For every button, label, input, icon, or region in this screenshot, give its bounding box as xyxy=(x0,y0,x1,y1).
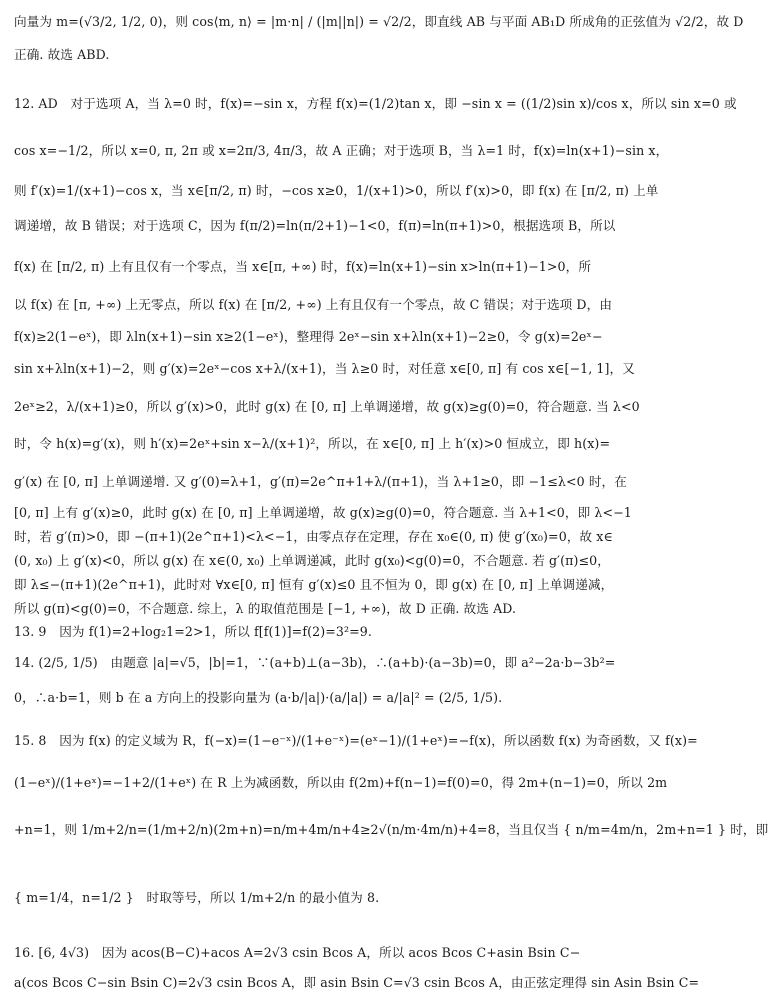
text-line: g′(x) 在 [0, π] 上单调递增. 又 g′(0)=λ+1，g′(π)=2e^π+1+λ/(π+1)，当 λ+1≥0，即 −1≤λ<0 时，在 xyxy=(14,474,627,489)
text-line: f(x)≥2(1−eˣ)，即 λln(x+1)−sin x≥2(1−eˣ)，整理得 2eˣ−sin x+λln(x+1)−2≥0，令 g(x)=2eˣ− xyxy=(14,329,603,344)
text-line: [0, π] 上有 g′(x)≥0，此时 g(x) 在 [0, π] 上单调递增，故 g(x)≥g(0)=0，符合题意. 当 λ+1<0，即 λ<−1 xyxy=(14,505,632,520)
text-line: cos x=−1/2，所以 x=0, π, 2π 或 x=2π/3, 4π/3，故 A 正确；对于选项 B，当 λ=1 时，f(x)=ln(x+1)−sin x， xyxy=(14,143,669,158)
text-line: 所以 g(π)<g(0)=0，不合题意. 综上，λ 的取值范围是 [−1, +∞)，故 D 正确. 故选 AD. xyxy=(14,601,517,616)
text-line: 则 f′(x)=1/(x+1)−cos x，当 x∈[π/2, π) 时，−cos x≥0，1/(x+1)>0，所以 f′(x)>0，即 f(x) 在 [π/2, π) 上单 xyxy=(14,183,659,198)
text-line: { m=1/4，n=1/2 } 时取等号，所以 1/m+2/n 的最小值为 8. xyxy=(14,890,380,905)
text-line: 向量为 m=(√3/2, 1/2, 0)，则 cos⟨m, n⟩ = |m·n| / (|m||n|) = √2/2，即直线 AB 与平面 AB₁D 所成角的正弦值为 √2/2，故 D xyxy=(14,14,744,29)
text-line: 时，若 g′(π)>0，即 −(π+1)(2e^π+1)<λ<−1，由零点存在定理，存在 x₀∈(0, π) 使 g′(x₀)=0，故 x∈ xyxy=(14,529,613,544)
text-line: 以 f(x) 在 [π, +∞) 上无零点，所以 f(x) 在 [π/2, +∞) 上有且仅有一个零点，故 C 错误；对于选项 D，由 xyxy=(14,297,613,312)
text-line: 14. (2/5, 1/5) 由题意 |a|=√5，|b|=1，∵(a+b)⊥(a−3b)，∴(a+b)·(a−3b)=0，即 a²−2a·b−3b²= xyxy=(14,655,616,670)
text-line: 时，令 h(x)=g′(x)，则 h′(x)=2eˣ+sin x−λ/(x+1)²，所以，在 x∈[0, π] 上 h′(x)>0 恒成立，即 h(x)= xyxy=(14,436,611,451)
text-line: a(cos Bcos C−sin Bsin C)=2√3 csin Bcos A，即 asin Bsin C=√3 csin Bcos A，由正弦定理得 sin Asin Bsin C= xyxy=(14,975,700,990)
text-line: +n=1，则 1/m+2/n=(1/m+2/n)(2m+n)=n/m+4m/n+4≥2√(n/m·4m/n)+4=8，当且仅当 { n/m=4m/n，2m+n=1 } 时，即 xyxy=(14,822,768,837)
text-line: 13. 9 因为 f(1)=2+log₂1=2>1，所以 f[f(1)]=f(2)=3²=9. xyxy=(14,624,373,639)
text-line: (0, x₀) 上 g′(x)<0，所以 g(x) 在 x∈(0, x₀) 上单调递减，此时 g(x₀)<g(0)=0，不合题意. 若 g′(π)≤0， xyxy=(14,553,610,568)
text-line: 0，∴a·b=1，则 b 在 a 方向上的投影向量为 (a·b/|a|)·(a/|a|) = a/|a|² = (2/5, 1/5). xyxy=(14,690,503,705)
text-line: sin x+λln(x+1)−2，则 g′(x)=2eˣ−cos x+λ/(x+1)，当 λ≥0 时，对任意 x∈[0, π] 有 cos x∈[−1, 1]，又 xyxy=(14,361,635,376)
text-line: 即 λ≤−(π+1)(2e^π+1)，此时对 ∀x∈[0, π] 恒有 g′(x)≤0 且不恒为 0，即 g(x) 在 [0, π] 上单调递减， xyxy=(14,577,614,592)
text-line: 15. 8 因为 f(x) 的定义域为 R，f(−x)=(1−e⁻ˣ)/(1+e⁻ˣ)=(eˣ−1)/(1+eˣ)=−f(x)，所以函数 f(x) 为奇函数，又 f(x)= xyxy=(14,733,698,748)
text-line: f(x) 在 [π/2, π) 上有且仅有一个零点，当 x∈[π, +∞) 时，f(x)=ln(x+1)−sin x>ln(π+1)−1>0，所 xyxy=(14,259,592,274)
text-line: 12. AD 对于选项 A，当 λ=0 时，f(x)=−sin x，方程 f(x)=(1/2)tan x，即 −sin x = ((1/2)sin x)/cos x，所以 sin x=0 或 xyxy=(14,96,737,111)
text-line: 调递增，故 B 错误；对于选项 C，因为 f(π/2)=ln(π/2+1)−1<0，f(π)=ln(π+1)>0，根据选项 B，所以 xyxy=(14,218,616,233)
text-line: 正确. 故选 ABD. xyxy=(14,47,110,62)
text-line: 2eˣ≥2，λ/(x+1)≥0，所以 g′(x)>0，此时 g(x) 在 [0, π] 上单调递增，故 g(x)≥g(0)=0，符合题意. 当 λ<0 xyxy=(14,399,640,414)
text-line: (1−eˣ)/(1+eˣ)=−1+2/(1+eˣ) 在 R 上为减函数，所以由 f(2m)+f(n−1)=f(0)=0，得 2m+(n−1)=0，所以 2m xyxy=(14,775,668,790)
text-line: 16. [6, 4√3) 因为 acos(B−C)+acos A=2√3 csin Bcos A，所以 acos Bcos C+asin Bsin C− xyxy=(14,945,581,960)
